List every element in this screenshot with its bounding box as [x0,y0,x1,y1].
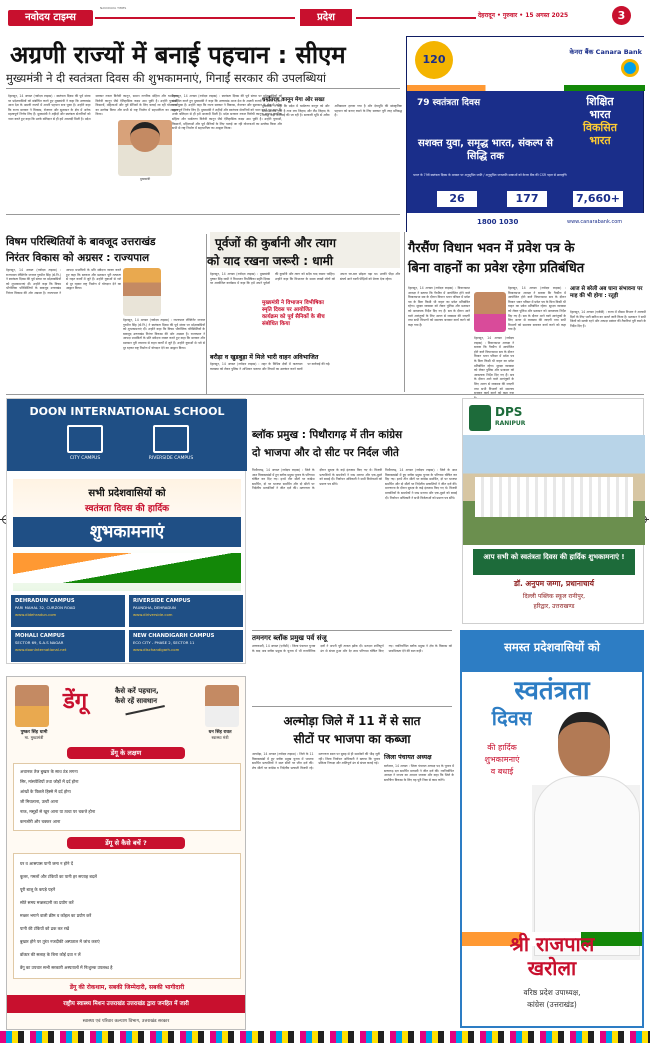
doon-campus-right: RIVERSIDE CAMPUS [148,456,194,461]
block-body: पिथौरागढ़, 14 अगस्त (नवोदय टाइम्स) : जिले के आठ विकासखंडों में हुए ब्लॉक प्रमुख चुनाव के परिणाम घोषित कर दिए गए। इनमें तीन सीटों पर कांग्रेस समर्थित, दो पर भाजपा समर्थित और दो सीटों पर निर्दलीय प्रत्याशियों ने जीत दर्ज की। मतगणना के दौरान सुरक्षा के कड़े इंतजाम किए गए थे। विजयी प्रत्याशियों के समर्थकों ने जश्न मनाया और एक-दूसरे को बधाई दी। निर्वाचन अधिकारी ने सभी विजेताओं को प्रमाण पत्र सौंपे। [252,468,382,491]
divider [6,394,644,395]
doon-greeting-2: स्वतंत्रता दिवस की हार्दिक [84,504,170,514]
dps-place: हरिद्वार, उत्तराखण्ड [533,603,575,610]
block-headline-2: दो भाजपा और दो सीट पर निर्दल जीते [252,447,399,459]
page-number: 3 [612,6,631,25]
campus-web[interactable]: www.didehradun.com [15,612,57,617]
almora-body: अल्मोड़ा, 14 अगस्त (नवोदय टाइम्स) : जिले के 11 विकासखंडों में हुए ब्लॉक प्रमुख चुनाव में भाजपा समर्थित प्रत्याशियों ने सात सीटों पर जीत दर्ज की। शेष सीटों पर कांग्रेस व निर्दलीय प्रत्याशी विजयी रहे। मतगणना स्थल पर सुबह से ही समर्थकों की भीड़ जुटी रही। जिला निर्वाचन अधिकारी ने बताया कि चुनाव प्रक्रिया निष्पक्ष और शांतिपूर्ण ढंग से संपन्न कराई गई। [252,752,380,770]
canara-title-line: शिक्षित [586,95,614,108]
brief-headline: आज से बरेली अब घाना संभावना पर माह की भी होगा : रतूड़ी [570,286,643,299]
doon-school-name: DOON INTERNATIONAL SCHOOL [29,405,225,418]
masthead-date: देहरादून • गुरुवार • 15 अगस्त 2025 [478,12,569,19]
divider [404,232,405,392]
rajpal-role-2: कांग्रेस (उत्तराखंड) [527,1000,577,1009]
symptom-item: अचानक तेज बुखार के साथ ठंड लगना [20,769,78,774]
masthead-rule [356,17,476,19]
rajpal-greeting-2: स्वतंत्रता [514,676,590,706]
dps-principal-name: डॉ. अनुपम जग्गा, प्रधानाचार्य [514,579,594,588]
health-minister-role: स्वास्थ्य मंत्री [211,735,229,740]
prevention-item: डॉक्टर की सलाह के बिना कोई दवा न लें [20,952,81,957]
dhami-headline-1: पूर्वजों की कुर्बानी और त्याग [215,236,336,250]
symptom-item: नाक, मसूड़ों से खून आना या त्वचा पर चकत्ते होना [20,809,96,814]
divider [6,88,400,89]
campus-card [11,595,125,627]
divider [252,706,452,707]
campus-name: MOHALI CAMPUS [15,633,65,639]
canara-stat-26: 26 [437,191,477,207]
doon-ad [6,398,246,664]
tricolor-wave [13,553,241,583]
campus-name: NEW CHANDIGARH CAMPUS [133,633,215,639]
campus-address: PARI MAHAL 32, CURZON ROAD [15,605,76,610]
prevention-item: सोते समय मच्छरदानी का प्रयोग करें [20,900,74,905]
rajpal-face [558,712,610,776]
dengue-title-word: डेंगू [63,689,88,714]
dengue-footer-strip: स्वास्थ्य एवं परिवार कल्याण विभाग, उत्तराखंड सरकार [82,1019,170,1024]
dengue-footer-band: राष्ट्रीय स्वास्थ्य मिशन उत्तराखंड उत्तराखंड द्वारा जनहित में जारी [7,995,245,1013]
canara-helpline: 1800 1030 [477,218,519,226]
dengue-ad [6,676,246,1030]
traffic-body: देहरादून, 14 अगस्त (नवोदय टाइम्स) : शहर के विभिन्न क्षेत्रों में यातायात व्यवस्था को लेकर पुलिस ने अभियान चलाया और नियमों का उल्लंघन करने वालों पर कार्रवाई की गई। [210,362,331,371]
campus-card [11,630,125,662]
gairsain-headline-1: गैरसैंण विधान भवन में प्रवेश पत्र के [408,241,575,256]
prevention-item: बुखार होने पर तुरंत नजदीकी अस्पताल में जांच कराएं [20,939,100,944]
photo-caption: मुख्यमंत्री [139,177,151,181]
campus-card [129,630,243,662]
canara-stat-7660: 7,660+ [573,191,623,207]
traffic-headline: बरौड़ा व खुडबुड़ा में मिले भारी वाहन अविभाजित [210,354,319,361]
lead-body-mid: देहरादून, 14 अगस्त (नवोदय टाइम्स) : स्वतंत्रता दिवस की पूर्व संध्या पर प्रदेशवासियों को संबोधित करते हुए मुख्यमंत्री ने कहा कि उत्तराखंड आज देश के अग्रणी राज्यों में अपनी पहचान बना चुका है। उन्होंने कहा कि राज्य सरकार ने विकास, रोजगार और सुशासन के क्षेत्र में अनेक महत्वपूर्ण निर्णय लिए हैं। मुख्यमंत्री ने शहीदों और स्वतंत्रता सेनानियों को नमन करते हुए कहा कि उनके बलिदान से ही हमें आजादी मिली है। प्रदेश सरकार नकल विरोधी कानून, समान नागरिक संहिता और धर्मांतरण विरोधी कानून जैसे ऐतिहासिक कदम उठा चुकी है। उन्होंने युवाओं, किसानों, महिलाओं और पूर्व सैनिकों के लिए चलाई जा रही योजनाओं का उल्लेख किया और सभी से राष्ट्र निर्माण में सहभागिता का आह्वान किया। [172,94,282,131]
students-group-photo [475,477,633,517]
section-name: प्रदेश [300,9,352,26]
tamnagar-headline: तमनगर ब्लॉक प्रमुख पर्व संजू [252,634,327,642]
almora-brief-headline: जिला पंचायत अध्यक्ष [384,754,432,761]
dengue-title-rest-1: कैसे करें पहचान, [115,687,159,695]
cm-photo [15,685,49,727]
doon-city-logo-icon [67,425,103,453]
doon-campus-grid [7,595,247,665]
speaker-photo [474,292,506,332]
rajpal-ad [460,630,644,1028]
prevention-item: डेंगू का उपचार सभी सरकारी अस्पतालों में निःशुल्क उपलब्ध है [20,965,113,970]
prevention-list [13,853,241,979]
canara-title-line: भारत [589,134,611,147]
dps-name: DPS [495,405,523,419]
mosquito-icon [125,705,168,733]
symptom-item: आंखों के पिछले हिस्से में दर्द होना [20,789,71,794]
canara-ad [406,36,644,232]
governor-photo [123,268,161,316]
canara-title-line: विकसित [583,121,617,134]
almora-headline-2: सीटों पर भाजपा का कब्जा [293,732,411,746]
prevention-title: डेंगू से कैसे बचें ? [67,837,185,849]
cm-role: मा. मुख्यमंत्री [24,735,44,740]
canara-slogan: सशक्त युवा, समृद्ध भारत, संकल्प से सिद्धि तक [418,138,553,162]
rajpal-greeting-4: की हार्दिक [487,743,517,752]
doon-greeting-1: सभी प्रदेशवासियों को [88,488,166,499]
doon-campus-left: CITY CAMPUS [69,456,101,461]
dps-ad [462,398,644,624]
masthead-brand: NAVODAYA TIMES [100,6,127,10]
rajpal-greeting-1: समस्त प्रदेशवासियों को [504,640,600,654]
brief-body: देहरादून, 14 अगस्त (एजेंसी) : राज्य में मौसम विभाग ने आगामी दिनों के लिए भारी बारिश का अलर्ट जारी किया है। प्रशासन ने सभी जिलों को सतर्क रहने और आपदा प्रबंधन की तैयारियां पूरी रखने के निर्देश दिए हैं। [570,310,646,328]
lead-headline: अग्रणी राज्यों में बनाई पहचान : सीएम [10,41,346,69]
dengue-footer-line: डेंगू की रोकथाम, सबकी जिम्मेदारी, सबकी भागीदारी [69,984,185,991]
gairsain-body-col2: देहरादून, 14 अगस्त (नवोदय टाइम्स) : विधानसभा अध्यक्ष ने बताया कि गैरसैंण में आयोजित होने वाले विधानसभा सत्र के दौरान विधान भवन परिसर में प्रवेश पत्र के बिना किसी भी वाहन का प्रवेश प्रतिबंधित रहेगा। सुरक्षा व्यवस्था को लेकर पुलिस और प्रशासन को आवश्यक निर्देश दिए गए हैं। सत्र के दौरान आने वाले आगंतुकों के लिए अलग से व्यवस्था की जाएगी तथा सभी विभागों को समन्वय [474,336,514,391]
dhami-pull-quote: मुख्यमंत्री ने विभाजन विभीषिका स्मृति दिवस पर आयोजित कार्यक्रम को पूर्व सैनिकों के बीच संबोधित किया [262,300,328,328]
governor-headline-1: विषम परिस्थितियों के बावजूद उत्तराखंड [6,236,156,248]
lead-body-left: देहरादून, 14 अगस्त (नवोदय टाइम्स) : स्वतंत्रता दिवस की पूर्व संध्या पर प्रदेशवासियों को संबोधित करते हुए मुख्यमंत्री ने कहा कि उत्तराखंड आज देश के अग्रणी राज्यों में अपनी पहचान बना चुका है। उन्होंने कहा कि राज्य सरकार ने विकास, रोजगार और सुशासन के क्षेत्र में अनेक महत्वपूर्ण निर्णय लिए हैं। मुख्यमंत्री ने शहीदों और स्वतंत्रता सेनानियों को नमन करते हुए कहा कि उनके बलिदान से ही हमें आजादी मिली है। प्रदेश सरकार नकल विरोधी कानून, समान नागरिक संहिता और धर्मांतरण विरोधी कानून जैसे ऐतिहासिक कदम उठा चुकी है। उन्होंने युवाओं, किसानों, महिलाओं और पूर्व सैनिकों के लिए चलाई जा रही योजनाओं का उल्लेख किया और सभी से राष्ट्र निर्माण में सहभागिता का आह्वान किया। [8,94,178,121]
dhami-headline-2: को याद रखना जरूरी : धामी [207,254,333,268]
prevention-item: घर व आसपास पानी जमा न होने दें [20,861,73,866]
health-minister-photo [205,685,239,727]
campus-name: RIVERSIDE CAMPUS [133,598,191,604]
canara-brand: केनरा बैंक Canara Bank [569,48,642,56]
doon-riverside-logo-icon [153,425,189,453]
block-body-right: पिथौरागढ़, 14 अगस्त (नवोदय टाइम्स) : जिले के आठ विकासखंडों में हुए ब्लॉक प्रमुख चुनाव के परिणाम घोषित कर दिए गए। इनमें तीन सीटों पर कांग्रेस समर्थित, दो पर भाजपा समर्थित और दो सीटों पर निर्दलीय प्रत्याशियों ने जीत दर्ज की। मतगणना के दौरान सुरक्षा के कड़े इंतजाम किए गए थे। विजयी प्रत्याशियों के समर्थकों ने जश्न मनाया और एक-दूसरे को बधाई दी। निर्वाचन अधिकारी ने सभी विजेताओं को प्रमाण पत्र सौंपे। [385,468,457,500]
tamnagar-body: उत्तरकाशी, 14 अगस्त (एजेंसी) : जिला पंचायत चुनाव के बाद अब ब्लॉक प्रमुख के चुनाव में भी राजनीतिक दलों ने अपनी पूरी ताकत झोंक दी। मतदान शांतिपूर्ण ढंग से संपन्न हुआ और देर शाम परिणाम घोषित किए गए। नवनिर्वाचित ब्लॉक प्रमुख ने क्षेत्र के विकास को प्राथमिकता देने की बात कही। [252,644,452,653]
divider [6,214,400,215]
symptoms-title: डेंगू के लक्षण [67,747,185,759]
campus-address: ECO CITY - PHASE 2, SECTOR 11 [133,640,195,645]
symptom-item: जी मिचलाना, उल्टी आना [20,799,59,804]
tricolor-swoosh [407,85,645,91]
anniversary-badge: 120 [415,41,453,79]
dengue-title-rest-2: कैसे रहें सावधान [115,697,158,705]
rajpal-name-1: श्री राजपाल [509,932,595,956]
governor-headline-2: निरंतर विकास को अग्रसर : राज्यपाल [6,252,150,264]
campus-web[interactable]: www.diriverside.com [133,612,173,617]
symptom-item: सिर, मांसपेशियों तथा जोड़ों में दर्द होना [20,779,79,784]
campus-web[interactable]: www.dischandigarh.com [133,647,180,652]
prevention-item: पानी की टंकियों को ढक कर रखें [20,926,70,931]
governor-body-right: देहरादून, 14 अगस्त (नवोदय टाइम्स) : राज्यपाल लेफ्टिनेंट जनरल गुरमीत सिंह (से.नि.) ने स्वतंत्रता दिवस की पूर्व संध्या पर प्रदेशवासियों को शुभकामनाएं दीं। उन्होंने कहा कि विषम भौगोलिक परिस्थितियों के बावजूद उत्तराखंड निरंतर विकास की ओर अग्रसर है। राज्यपाल ने आपदा प्रभावितों के प्रति संवेदना व्यक्त करते हुए कहा कि सरकार और प्रशासन पूरी तत्परता से राहत कार्यों में जुटे हैं। उन्होंने युवाओं से नशे से दूर रहकर राष्ट्र निर्माण में योगदान देने का आह्वान किया। [123,318,205,350]
color-strip [0,1031,650,1043]
gairsain-body-col3: देहरादून, 14 अगस्त (नवोदय टाइम्स) : विधानसभा अध्यक्ष ने बताया कि गैरसैंण में आयोजित होने वाले विधानसभा सत्र के दौरान विधान भवन परिसर में प्रवेश पत्र के बिना किसी भी वाहन का प्रवेश प्रतिबंधित रहेगा। सुरक्षा व्यवस्था को लेकर पुलिस और प्रशासन को आवश्यक निर्देश दिए गए हैं। सत्र के दौरान आने वाले आगंतुकों के लिए अलग से व्यवस्था की जाएगी तथा सभी विभागों को समन्वय बनाकर कार्य करने को कहा गया है। [508,286,566,332]
campus-address: SECTOR 69, S.A.S NAGAR [15,640,64,645]
masthead [0,6,650,28]
gairsain-body-col1: देहरादून, 14 अगस्त (नवोदय टाइम्स) : विधानसभा अध्यक्ष ने बताया कि गैरसैंण में आयोजित होने वाले विधानसभा सत्र के दौरान विधान भवन परिसर में प्रवेश पत्र के बिना किसी भी वाहन का प्रवेश प्रतिबंधित रहेगा। सुरक्षा व्यवस्था को लेकर पुलिस और प्रशासन को आवश्यक निर्देश दिए गए हैं। सत्र के दौरान आने वाले आगंतुकों के लिए अलग से व्यवस्था की जाएगी तथा सभी विभागों को समन्वय बनाकर कार्य करने को कहा गया है। [408,286,470,327]
rajpal-greeting-3: दिवस [491,706,533,730]
canara-title-line: भारत [589,108,611,121]
masthead-rule [95,17,295,19]
rajpal-role-1: वरिष्ठ प्रदेश उपाध्यक्ष, [523,988,581,997]
almora-headline-1: अल्मोड़ा जिले में 11 में से सात [283,714,421,728]
cm-name: पुष्कर सिंह धामी [20,730,48,735]
chief-minister-face [130,122,160,152]
dps-greeting-box: आप सभी को स्वतंत्रता दिवस की हार्दिक शुभकामनाएं ! [473,549,635,575]
canara-stat-177: 177 [507,191,547,207]
prevention-item: पूरी बाजू के कपड़े पहनें [20,887,56,892]
independence-label: 79 स्वतंत्रता दिवस [417,98,481,108]
prevention-item: कूलर, गमलों और टंकियों का पानी हर सप्ताह बदलें [20,874,97,879]
block-headline-1: ब्लॉक प्रमुख : पिथौरागढ़ में तीन कांग्रेस [252,429,403,441]
rajpal-shirt [534,776,640,956]
canara-logo-icon [621,59,639,77]
governor-body: देहरादून, 14 अगस्त (नवोदय टाइम्स) : राज्यपाल लेफ्टिनेंट जनरल गुरमीत सिंह (से.नि.) ने स्वतंत्रता दिवस की पूर्व संध्या पर प्रदेशवासियों को शुभकामनाएं दीं। उन्होंने कहा कि विषम भौगोलिक परिस्थितियों के बावजूद उत्तराखंड निरंतर विकास की ओर अग्रसर है। राज्यपाल ने आपदा प्रभावितों के प्रति संवेदना व्यक्त करते हुए कहा कि सरकार और प्रशासन पूरी तत्परता से राहत कार्यों में जुटे हैं। उन्होंने युवाओं से नशे से दूर रहकर राष्ट्र निर्माण में योगदान देने का आह्वान किया। [6,268,121,295]
doon-greeting-3: शुभकामनाएं [13,517,241,547]
symptom-item: कमजोरी और चक्कर आना [20,819,61,824]
campus-card [129,595,243,627]
canara-scheme: भारत के 79वें स्वतंत्रता दिवस के अवसर पर अनुसूचित जाति / अनुसूचित जनजाति छात्राओं को केनरा बैंक की CSR पहल से छात्रवृत्ति [413,173,567,177]
divider [252,630,452,631]
canara-website: www.canarabank.com [567,219,623,225]
almora-brief-body: बागेश्वर, 14 अगस्त : जिला पंचायत अध्यक्ष पद के चुनाव में सत्तारूढ़ दल समर्थित प्रत्याशी ने जीत दर्ज की। नवनिर्वाचित अध्यक्ष ने जनता का आभार जताया और कहा कि जिले के सर्वांगीण विकास के लिए वह पूरी निष्ठा से काम करेंगे। [384,764,454,782]
health-minister-name: धन सिंह रावत [208,730,232,735]
gairsain-headline-2: बिना वाहनों का प्रवेश रहेगा प्रतिबंधित [408,261,585,276]
dps-logo-icon [469,405,491,431]
prevention-item: मच्छर भगाने वाली क्रीम व कॉइल का प्रयोग करें [20,913,92,918]
lead-subhead: मुख्यमंत्री ने दी स्वतंत्रता दिवस की शुभकामनाएं, गिनाईं सरकार की उपलब्धियां [6,71,327,85]
masthead-paper-name: नवोदय टाइम्स [8,10,93,26]
dps-institution: दिल्ली पब्लिक स्कूल रानीपुर, [522,593,586,600]
dhami-body: देहरादून, 14 अगस्त (नवोदय टाइम्स) : मुख्यमंत्री पुष्कर सिंह धामी ने विभाजन विभीषिका स्मृति दिवस पर आयोजित कार्यक्रम में कहा कि हमें अपने पूर्वजों की कुर्बानी और त्याग को सदैव याद रखना चाहिए। उन्होंने कहा कि विभाजन के समय लाखों लोगों को अपना घर-बार छोड़ना पड़ा था। उनकी पीड़ा और संघर्ष आने वाली पीढ़ियों को प्रेरणा देता रहेगा। [210,272,400,286]
campus-web[interactable]: www.doonInternational.net [15,647,67,652]
lead-kicker-body: मुख्यमंत्री ने कहा कि प्रदेश में धर्मांतरण कानून को और सख्त बनाया गया है तथा लव जिहाद और लैंड जिहाद के विरुद्ध कड़ी कार्रवाई की जा रही है। सरकारी भूमि से अवैध अतिक्रमण हटाया गया है और देवभूमि की सांस्कृतिक पहचान को बनाए रखने के लिए सरकार पूरी तरह प्रतिबद्ध है। [262,104,402,118]
rajpal-greeting-6: व बधाई [490,767,514,776]
dps-sub: RANIPUR [495,420,526,427]
lead-kicker: धर्मांतरण कानून मेगा ओर सख्त [262,97,325,103]
canara-title [561,95,639,165]
campus-address: PAUNDHA, DEHRADUN [133,605,176,610]
rajpal-name-2: खरोला [527,956,577,980]
campus-name: DEHRADUN CAMPUS [15,598,75,604]
rajpal-greeting-5: शुभकामनाएं [484,755,520,764]
symptoms-list [13,763,241,831]
